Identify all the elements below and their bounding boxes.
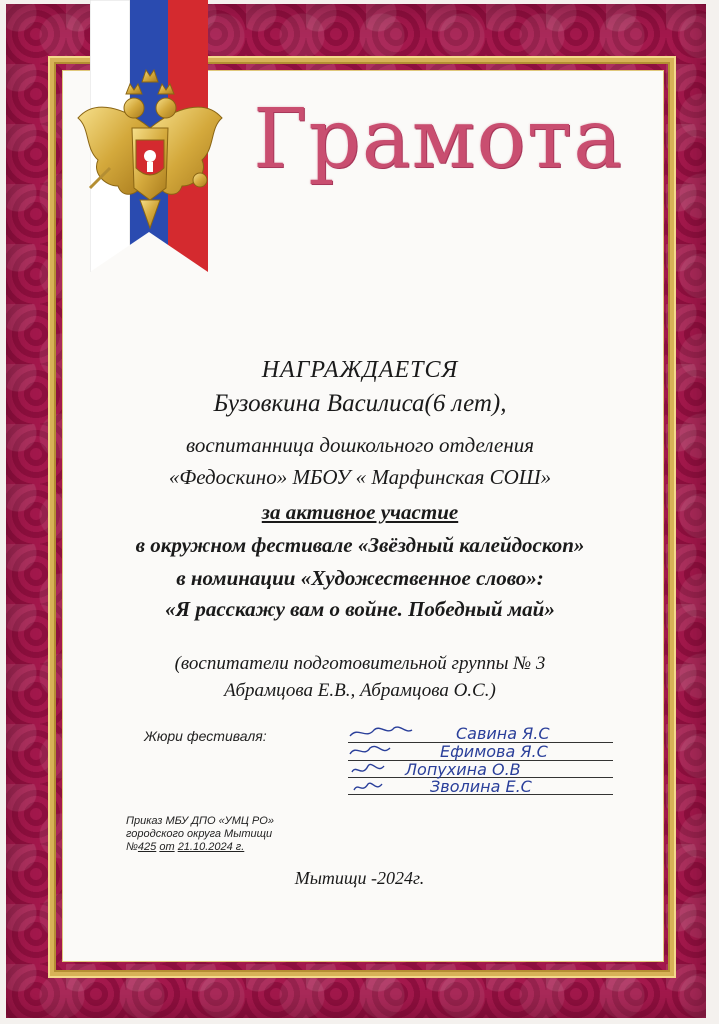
order-number: 425 xyxy=(137,841,157,853)
body-line-5: в номинации «Художественное слово»: xyxy=(176,566,544,590)
body-line-3 xyxy=(70,500,650,525)
order-number-prefix: № xyxy=(126,841,138,853)
achievement-text: за активное участие xyxy=(261,500,459,524)
body-line-1: воспитанница дошкольного отделения xyxy=(186,433,534,457)
jury-signature-3: Лопухина О.В xyxy=(405,760,521,779)
teachers-line-2: Абрамцова Е.В., Абрамцова О.С.) xyxy=(224,680,496,701)
jury-signature-2: Ефимова Я.С xyxy=(440,742,548,761)
certificate-title: Грамота xyxy=(252,92,624,187)
order-date: 21.10.2024 г. xyxy=(177,841,245,853)
order-line-1: Приказ МБУ ДПО «УМЦ РО» xyxy=(126,815,274,827)
jury-signature-4: Зволина Е.С xyxy=(430,777,532,796)
jury-label: Жюри фестиваля: xyxy=(144,728,267,744)
order-line-3 xyxy=(126,841,274,854)
recipient-name: Бузовкина Василиса(6 лет), xyxy=(213,390,507,417)
award-heading: НАГРАЖДАЕТСЯ xyxy=(261,357,459,383)
handwritten-signatures xyxy=(348,722,428,798)
body-line-4: в окружном фестивале «Звёздный калейдоскоп» xyxy=(135,533,585,557)
jury-signature-1: Савина Я.С xyxy=(456,724,550,743)
order-reference xyxy=(126,815,274,854)
teachers-line-1: (воспитатели подготовительной группы № 3 xyxy=(174,653,546,674)
order-date-prefix: от xyxy=(159,841,175,853)
order-line-2: городского округа Мытищи xyxy=(126,828,273,840)
body-line-2: «Федоскино» МБОУ « Марфинская СОШ» xyxy=(168,465,552,489)
body-line-6: «Я расскажу вам о войне. Победный май» xyxy=(165,597,555,621)
city-year: Мытищи -2024г. xyxy=(294,868,425,888)
